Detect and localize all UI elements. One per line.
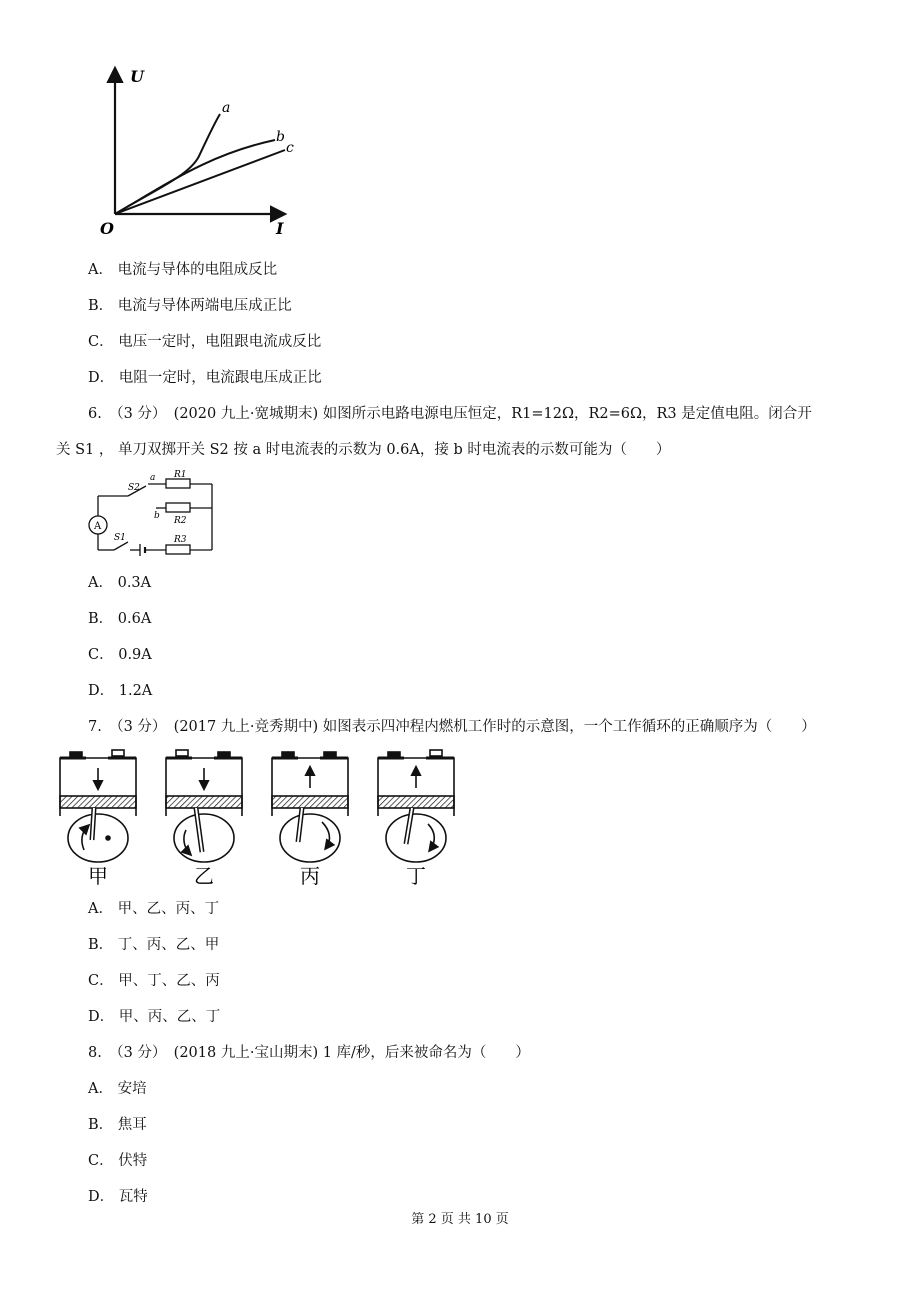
curve-a-label: a (222, 100, 231, 116)
engine-bing (272, 752, 348, 862)
curve-b (115, 140, 275, 214)
engine-label-yi: 乙 (194, 864, 214, 886)
line-c (115, 150, 285, 214)
engine-ding (378, 750, 454, 862)
q5-option-a: A． 电流与导体的电阻成反比 (88, 262, 278, 278)
ui-graph-figure (100, 62, 310, 242)
engine-label-jia: 甲 (88, 864, 108, 886)
u-axis-label: U (130, 67, 144, 86)
q6-stem-line2: 关 S1 ， 单刀双掷开关 S2 按 a 时电流表的示数为 0.6A，接 b 时电流表的示数可能为（ ） (56, 442, 671, 458)
q6-option-a: A． 0.3A (88, 575, 152, 591)
engine-label-ding: 丁 (406, 864, 426, 886)
engine-yi (166, 750, 242, 862)
curve-b-label: b (276, 129, 285, 145)
s2-label: S2 (128, 483, 140, 493)
engine-label-bing: 丙 (300, 864, 320, 886)
ui-graph-svg (100, 62, 310, 242)
i-axis-label: I (276, 219, 284, 238)
page-footer: 第 2 页 共 10 页 (411, 1212, 509, 1227)
ammeter-label: A (94, 521, 102, 532)
q7-option-a: A． 甲、乙、丙、丁 (88, 901, 220, 917)
q7-option-c: C． 甲、丁、乙、丙 (88, 973, 220, 989)
b-label: b (154, 511, 160, 521)
q6-stem-line1: 6. （3 分） (2020 九上·宽城期末) 如图所示电路电源电压恒定，R1=12Ω，R2=6Ω，R3 是定值电阻。闭合开 (88, 406, 812, 422)
s1-label: S1 (114, 533, 126, 543)
q6-option-b: B． 0.6A (88, 611, 152, 627)
q8-stem-line1: 8. （3 分） (2018 九上·宝山期末) 1 库/秒，后来被命名为（ ） (88, 1045, 530, 1061)
r1-label: R1 (174, 470, 187, 480)
engine-jia (60, 750, 136, 862)
q8-option-a: A． 安培 (88, 1081, 147, 1097)
q5-option-b: B． 电流与导体两端电压成正比 (88, 298, 292, 314)
q6-option-c: C． 0.9A (88, 647, 152, 663)
a-label: a (150, 473, 156, 483)
q8-option-d: D． 瓦特 (88, 1189, 148, 1205)
q7-option-b: B． 丁、丙、乙、甲 (88, 937, 220, 953)
circuit-figure (84, 468, 224, 558)
curve-c-label: c (286, 140, 294, 156)
r2-label: R2 (174, 516, 187, 526)
q7-option-d: D． 甲、丙、乙、丁 (88, 1009, 221, 1025)
r3-label: R3 (174, 535, 187, 545)
q8-option-c: C． 伏特 (88, 1153, 148, 1169)
q8-option-b: B． 焦耳 (88, 1117, 147, 1133)
q5-option-d: D． 电阻一定时，电流跟电压成正比 (88, 370, 322, 386)
origin-label: O (100, 219, 114, 238)
circuit-svg (84, 468, 224, 558)
q7-stem-line1: 7. （3 分） (2017 九上·竞秀期中) 如图表示四冲程内燃机工作时的示意图，一个工作循环的正确顺序为（ ） (88, 719, 816, 735)
engine-figure (56, 744, 466, 886)
q5-option-c: C． 电压一定时，电阻跟电流成反比 (88, 334, 322, 350)
engine-svg (56, 744, 466, 886)
q6-option-d: D． 1.2A (88, 683, 153, 699)
